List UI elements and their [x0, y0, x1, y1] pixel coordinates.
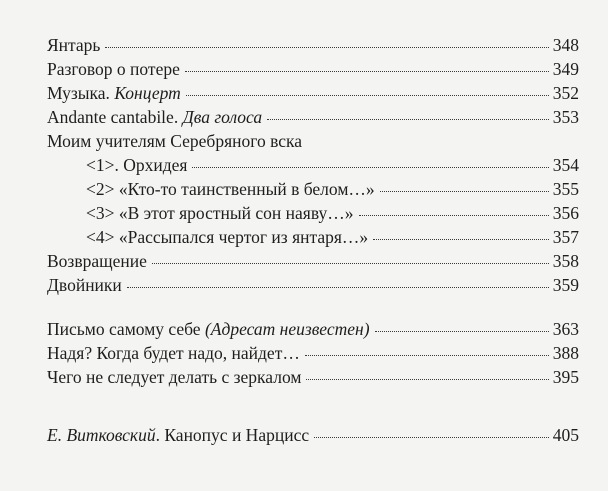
- entry-title-text: Двойники: [47, 275, 122, 295]
- toc-entry: [47, 249, 579, 273]
- toc-entry: [47, 33, 579, 57]
- dot-leader: [267, 119, 549, 120]
- toc-entry: [47, 81, 579, 105]
- toc-entry: [47, 365, 579, 389]
- entry-title: [47, 365, 301, 389]
- entry-title-text: <2> «Кто-то таинственный в белом…»: [86, 179, 375, 199]
- entry-title-italic: Концерт: [114, 83, 181, 103]
- entry-title-text: <1>. Орхидея: [86, 155, 188, 175]
- page-number: 353: [552, 107, 579, 127]
- page-number: 395: [552, 367, 579, 387]
- entry-title: [86, 201, 354, 225]
- dot-leader: [359, 215, 549, 216]
- toc-subentry: [47, 225, 579, 249]
- entry-title: [86, 153, 187, 177]
- entry-title: [47, 273, 122, 297]
- table-of-contents: [47, 33, 579, 447]
- entry-title-text: Возвращение: [47, 251, 147, 271]
- toc-entry: [47, 105, 579, 129]
- entry-title: [47, 129, 302, 153]
- dot-leader: [186, 95, 549, 96]
- entry-title: [47, 33, 100, 57]
- dot-leader: [314, 437, 549, 438]
- page-number: 358: [552, 251, 579, 271]
- entry-title-italic: Два голоса: [182, 107, 263, 127]
- page-number: 352: [552, 83, 579, 103]
- entry-title: [47, 57, 180, 81]
- toc-subentry: [47, 153, 579, 177]
- group-spacer: [47, 297, 579, 317]
- entry-title-text: <4> «Рассыпался чертог из янтаря…»: [86, 227, 369, 247]
- entry-title-text: Моим учителям Серебряного вска: [47, 131, 303, 151]
- group-spacer: [47, 389, 579, 423]
- entry-title-text: Разговор о потере: [47, 59, 180, 79]
- toc-entry: [47, 57, 579, 81]
- entry-title: [47, 105, 262, 129]
- dot-leader: [152, 263, 549, 264]
- dot-leader: [105, 47, 548, 48]
- toc-entry: [47, 273, 579, 297]
- toc-group-prose: [47, 317, 579, 389]
- entry-title-italic: Е. Витковский: [47, 425, 156, 445]
- page-number: 349: [552, 59, 579, 79]
- entry-title-text: Чего не следует делать с зеркалом: [47, 367, 302, 387]
- entry-title-text: Музыка.: [47, 83, 115, 103]
- page-number: 388: [552, 343, 579, 363]
- dot-leader: [306, 379, 548, 380]
- entry-title-text: <3> «В этот яростный сон наяву…»: [86, 203, 354, 223]
- dot-leader: [127, 287, 549, 288]
- toc-entry: [47, 129, 579, 153]
- entry-title: [47, 81, 181, 105]
- dot-leader: [375, 331, 549, 332]
- toc-entry: [47, 341, 579, 365]
- entry-title-text: Янтарь: [47, 35, 101, 55]
- entry-title-text: Письмо самому себе: [47, 319, 205, 339]
- page-number: 348: [552, 35, 579, 55]
- dot-leader: [305, 355, 549, 356]
- page-number: 356: [552, 203, 579, 223]
- toc-entry: [47, 423, 579, 447]
- entry-title: [86, 177, 375, 201]
- entry-title: [86, 225, 368, 249]
- page-number: 359: [552, 275, 579, 295]
- toc-group-afterword: [47, 423, 579, 447]
- page-number: 363: [552, 319, 579, 339]
- toc-subentry: [47, 177, 579, 201]
- entry-title: [47, 341, 300, 365]
- toc-group-main: [47, 33, 579, 297]
- dot-leader: [373, 239, 549, 240]
- dot-leader: [192, 167, 548, 168]
- page-number: 357: [552, 227, 579, 247]
- dot-leader: [185, 71, 549, 72]
- toc-subentry: [47, 201, 579, 225]
- entry-title-text: Надя? Когда будет надо, найдет…: [47, 343, 300, 363]
- entry-title-text: Andante cantabile.: [47, 107, 183, 127]
- entry-title: [47, 249, 147, 273]
- entry-title-text: . Канопус и Нарцисс: [155, 425, 310, 445]
- entry-title: [47, 317, 370, 341]
- dot-leader: [380, 191, 549, 192]
- page-number: 354: [552, 155, 579, 175]
- entry-title-italic: (Адресат неизвестен): [204, 319, 370, 339]
- page-number: 355: [552, 179, 579, 199]
- toc-entry: [47, 317, 579, 341]
- page-number: 405: [552, 425, 579, 445]
- entry-title: [47, 423, 309, 447]
